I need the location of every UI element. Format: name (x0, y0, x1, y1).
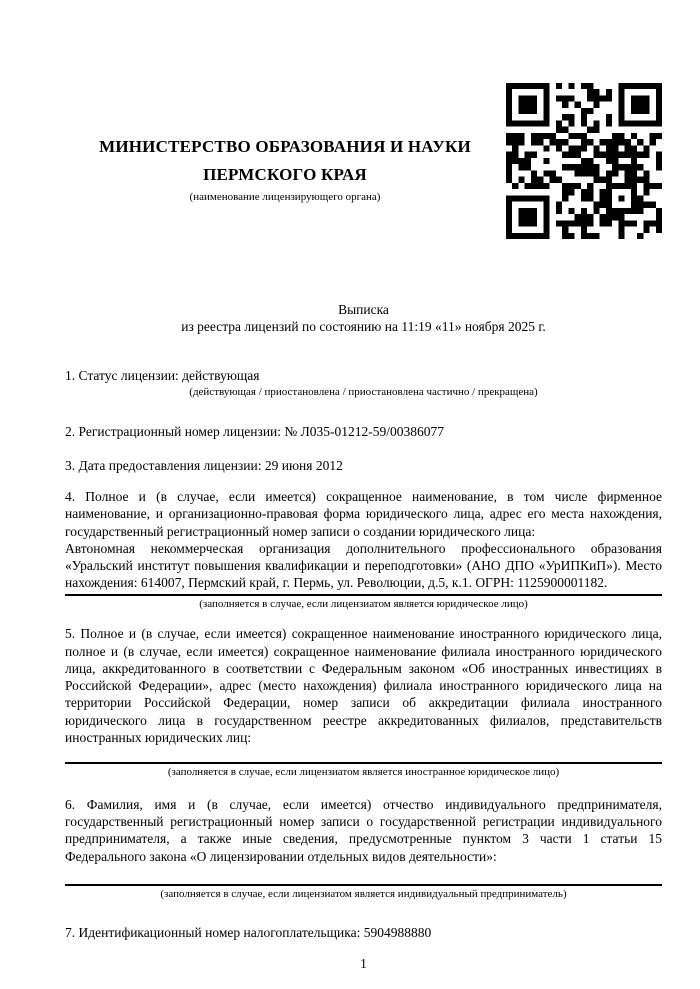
legal-entity-item (65, 488, 662, 611)
licensing-authority-caption: (наименование лицензирующего органа) (189, 191, 381, 203)
entrepreneur-caption: (заполняется в случае, если лицензиатом является индивидуальный предприниматель) (160, 888, 567, 901)
entrepreneur-intro: 6. Фамилия, имя и (в случае, если имеется) отчество индивидуального предпринимателя, государственный регистрационный номер записи о государственной регистрации индивидуального предпринимателя, а также иные сведения, предусмотренные пунктом 3 части 1 статьи 15 Федерального закона «О лицензировании отдельных видов деятельности»: (65, 796, 662, 864)
legal-entity-caption: (заполняется в случае, если лицензиатом является юридическое лицо) (199, 597, 528, 610)
foreign-entity-blank-line (65, 762, 662, 764)
legal-entity-value: Автономная некоммерческая организация дополнительного профессионального образования «Уральский институт повышения квалификации и переподготовки» (АНО ДПО «УрИПКиП»). Место нахождения: 614007, Пермский край, г. Пермь, ул. Революции, д.5, к.1. ОГРН: 1125900001182. (65, 540, 662, 591)
taxpayer-number-text: 7. Идентификационный номер налогоплательщика: 5904988880 (65, 924, 432, 940)
licensing-authority-name-line1: МИНИСТЕРСТВО ОБРАЗОВАНИЯ И НАУКИ (99, 137, 471, 156)
document-body (65, 367, 662, 941)
entrepreneur-blank-line (65, 884, 662, 886)
entrepreneur-item (65, 796, 662, 902)
foreign-entity-item (65, 625, 662, 780)
license-status-text: 1. Статус лицензии: действующая (65, 367, 260, 383)
page-number: 1 (360, 955, 367, 971)
license-status-item (65, 367, 662, 400)
legal-entity-intro: 4. Полное и (в случае, если имеется) сокращенное наименование, в том числе фирменное наименование, и организационно-правовая форма юридического лица, адрес его места нахождения, государственный регистрационный номер записи о создании юридического лица: (65, 488, 662, 539)
document-title: Выписка (338, 302, 389, 317)
document-subtitle: из реестра лицензий по состоянию на 11:19 «11» ноября 2025 г. (181, 319, 546, 335)
legal-entity-underline (65, 594, 662, 596)
taxpayer-number-item (65, 924, 662, 941)
foreign-entity-caption: (заполняется в случае, если лицензиатом является иностранное юридическое лицо) (167, 766, 560, 779)
qr-code (506, 83, 662, 239)
foreign-entity-intro: 5. Полное и (в случае, если имеется) сокращенное наименование иностранного юридического лица, полное и (в случае, если имеется) сокращенное наименование филиала иностранного юридического лица, аккредитованного в соответствии с Федеральным законом «Об иностранных инвестициях в Российской Федерации», адрес (место нахождения) филиала иностранного юридического лица на территории Российской Федерации, номер записи об аккредитации филиала иностранного юридического лица в государственном реестре аккредитованных филиалов, представительств иностранных юридических лиц: (65, 626, 662, 746)
registration-number-item (65, 423, 662, 440)
licensing-authority-name-line2: ПЕРМСКОГО КРАЯ (203, 165, 367, 184)
registration-number-text: 2. Регистрационный номер лицензии: № Л035-01212-59/00386077 (65, 424, 445, 440)
license-status-options-caption: (действующая / приостановлена / приостановлена частично / прекращена) (189, 385, 538, 398)
document-header (65, 83, 662, 239)
grant-date-item (65, 457, 662, 474)
licensing-authority-block (65, 133, 505, 205)
grant-date-text: 3. Дата предоставления лицензии: 29 июня 2012 (65, 457, 343, 473)
document-title-block (65, 301, 662, 336)
